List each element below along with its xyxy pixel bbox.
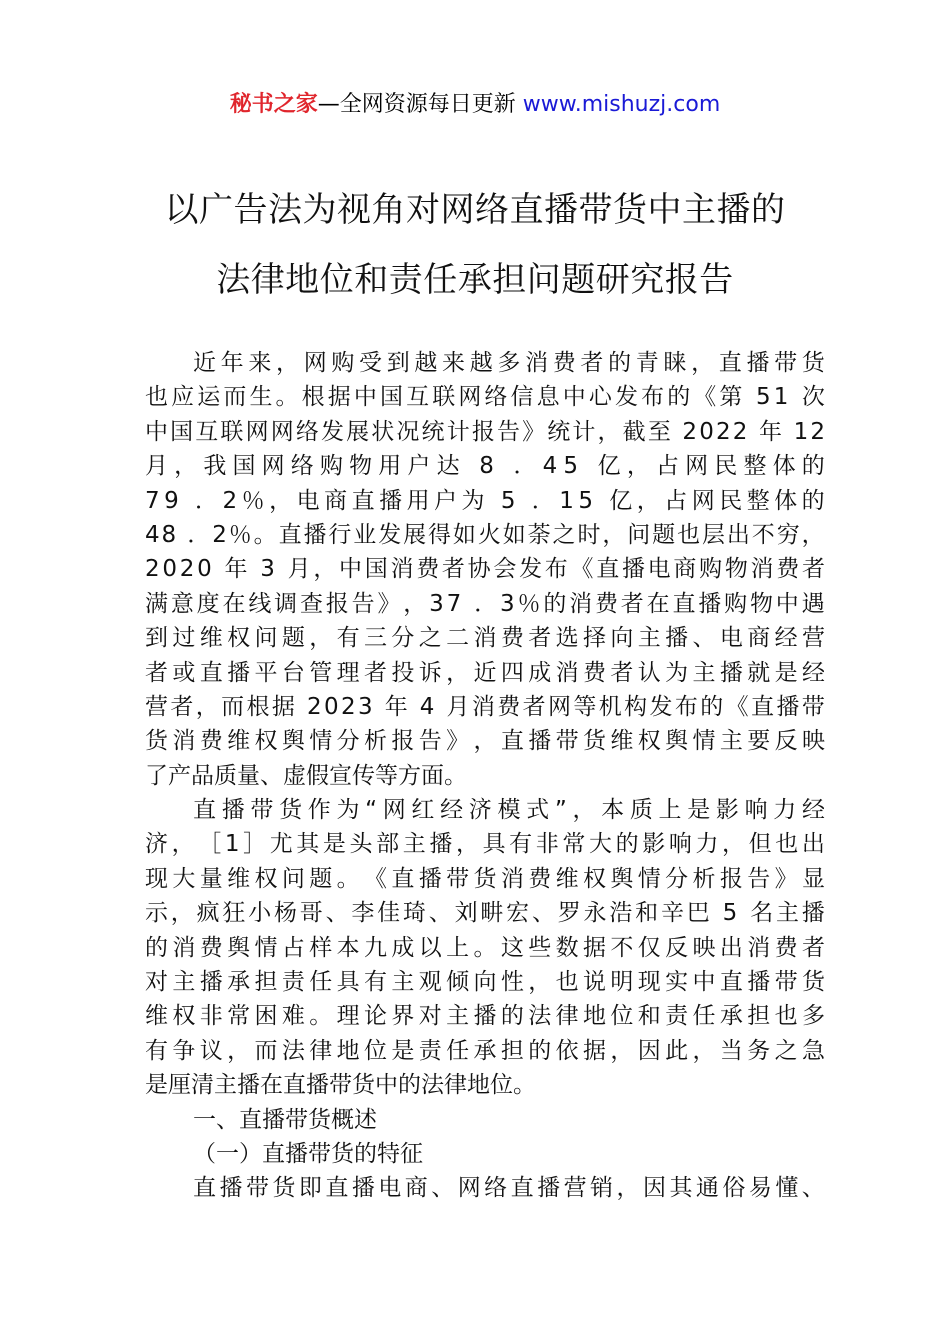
document-title-line-2: 法律地位和责任承担问题研究报告: [216, 260, 734, 300]
text-line: 满 意 度 在 线 调 查 报 告 》 ， 3 7 ． 3 ％ 的 消 费 者 在 直 播 购 物 中 遇: [145, 590, 825, 617]
text-line: 的 消 费 舆 情 占 样 本 九 成 以 上 。 这 些 数 据 不 仅 反 映 出 消 费 者: [145, 934, 825, 961]
brand-name: 秘书之家: [229, 92, 318, 117]
text-line: 4 8 ． 2 ％ 。 直 播 行 业 发 展 得 如 火 如 荼 之 时 ， 问 题 也 层 出 不 穷 ，: [145, 521, 825, 548]
text-line: 直 播 带 货 作 为 “ 网 红 经 济 模 式 ” ， 本 质 上 是 影 响 力 经: [193, 797, 825, 824]
document-body: [145, 346, 825, 1206]
text-line: 有 争 议 ， 而 法 律 地 位 是 责 任 承 担 的 依 据 ， 因 此 ， 当 务 之 急: [145, 1037, 825, 1064]
text-line: 也 应 运 而 生 。 根 据 中 国 互 联 网 络 信 息 中 心 发 布 的 《 第 5 1 次: [145, 384, 825, 411]
text-line: 月 ， 我 国 网 络 购 物 用 户 达 8 ． 4 5 亿 ， 占 网 民 整 体 的: [145, 453, 825, 480]
text-line: 对 主 播 承 担 责 任 具 有 主 观 倾 向 性 ， 也 说 明 现 实 中 直 播 带 货: [145, 969, 825, 996]
text-line: 了产品质量、虚假宣传等方面。: [145, 762, 467, 789]
text-line: 维 权 非 常 困 难 。 理 论 界 对 主 播 的 法 律 地 位 和 责 任 承 担 也 多: [145, 1003, 825, 1030]
site-url-link[interactable]: www.mishuzj.com: [522, 92, 721, 117]
text-line: 中 国 互 联 网 网 络 发 展 状 况 统 计 报 告 》 统 计 ， 截 至 2 0 2 2 年 1 2: [145, 418, 825, 445]
document-title-line-1: 以广告法为视角对网络直播带货中主播的: [164, 190, 786, 230]
text-line: 2 0 2 0 年 3 月 ， 中 国 消 费 者 协 会 发 布 《 直 播 电 商 购 物 消 费 者: [145, 556, 825, 583]
subsection-heading: （一）直播带货的特征: [193, 1140, 423, 1167]
section-heading: 一、直播带货概述: [193, 1106, 377, 1133]
text-line: 货 消 费 维 权 舆 情 分 析 报 告 》 ， 直 播 带 货 维 权 舆 情 主 要 反 映: [145, 728, 825, 755]
text-line: 示 ， 疯 狂 小 杨 哥 、 李 佳 琦 、 刘 畊 宏 、 罗 永 浩 和 辛 巴 5 名 主 播: [145, 900, 825, 927]
text-line: 近 年 来 ， 网 购 受 到 越 来 越 多 消 费 者 的 青 睐 ， 直 播 带 货: [193, 350, 825, 376]
text-line: 现 大 量 维 权 问 题 。 《 直 播 带 货 消 费 维 权 舆 情 分 析 报 告 》 显: [145, 865, 825, 892]
header-tagline: —全网资源每日更新: [317, 92, 523, 117]
text-line: 直 播 带 货 即 直 播 电 商 、 网 络 直 播 营 销 ， 因 其 通 俗 易 懂 、: [193, 1175, 825, 1202]
site-header: [0, 88, 950, 122]
text-line: 7 9 ． 2 ％ ， 电 商 直 播 用 户 为 5 ． 1 5 亿 ， 占 网 民 整 体 的: [145, 487, 825, 514]
text-line: 到 过 维 权 问 题 ， 有 三 分 之 二 消 费 者 选 择 向 主 播 、 电 商 经 营: [145, 625, 825, 652]
text-line: 是厘清主播在直播带货中的法律地位。: [145, 1072, 536, 1099]
text-line: 营 者 ， 而 根 据 2 0 2 3 年 4 月 消 费 者 网 等 机 构 发 布 的 《 直 播 带: [145, 693, 825, 720]
text-line: 者 或 直 播 平 台 管 理 者 投 诉 ， 近 四 成 消 费 者 认 为 主 播 就 是 经: [145, 659, 825, 686]
text-line: 济 ， ［ 1 ］ 尤 其 是 头 部 主 播 ， 具 有 非 常 大 的 影 响 力 ， 但 也 出: [145, 831, 825, 858]
